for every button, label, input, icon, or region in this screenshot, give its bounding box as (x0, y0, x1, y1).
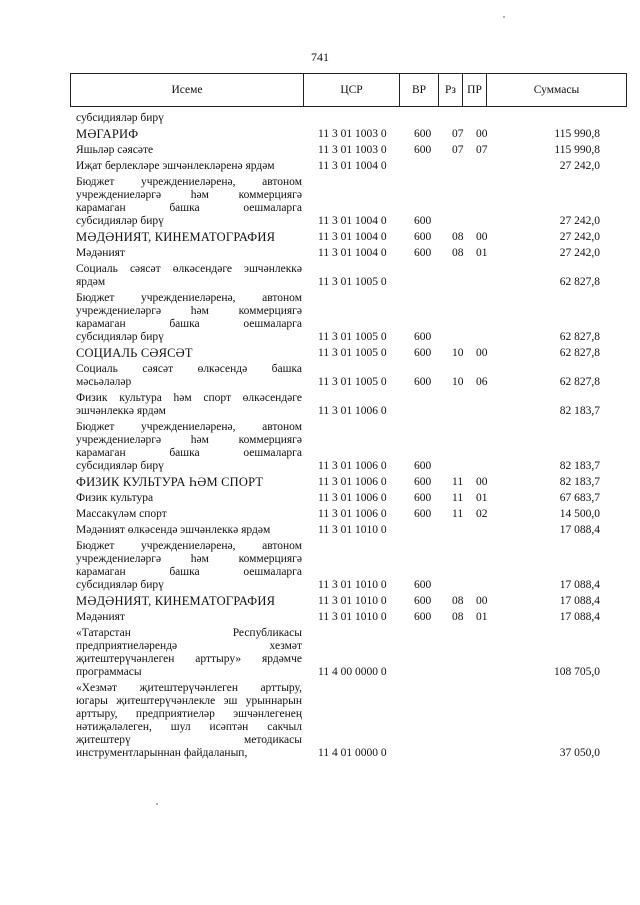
row-rz: 08 (452, 595, 464, 607)
row-pr: 00 (476, 347, 488, 359)
row-rz: 08 (452, 231, 464, 243)
row-csr: 11 3 01 1005 0 (318, 347, 387, 359)
row-name-line: Физик культура (76, 492, 154, 504)
row-pr: 01 (476, 492, 488, 504)
row-sum: 17 088,4 (559, 595, 600, 607)
row-csr: 11 3 01 1010 0 (318, 579, 387, 591)
row-rz: 10 (452, 347, 464, 359)
row-name (76, 263, 302, 289)
row-pr: 07 (476, 144, 488, 156)
header-sum: Суммасы (487, 74, 627, 107)
scan-speck (503, 16, 505, 18)
row-csr: 11 3 01 1003 0 (318, 128, 387, 140)
row-name (76, 347, 302, 360)
row-rz: 08 (452, 611, 464, 623)
row-vr: 600 (414, 376, 432, 388)
row-pr: 00 (476, 476, 488, 488)
row-name-line: «Хезмәт җитештерүчәнлеген арттыру, (76, 682, 302, 694)
row-name-line: СОЦИАЛЬ СӘЯСӘТ (76, 346, 193, 360)
row-csr: 11 3 01 1006 0 (318, 476, 387, 488)
row-name-line: МӘДӘНИЯТ, КИНЕМАТОГРАФИЯ (76, 594, 276, 608)
row-pr: 01 (476, 247, 488, 259)
row-csr: 11 3 01 1006 0 (318, 460, 387, 472)
row-vr: 600 (414, 231, 432, 243)
row-pr: 01 (476, 611, 488, 623)
page-number: 741 (311, 50, 329, 64)
row-csr: 11 3 01 1006 0 (318, 405, 387, 417)
row-name-line: карамаган башка оешмаларга (76, 447, 302, 459)
row-vr: 600 (414, 460, 432, 472)
row-name (76, 421, 302, 473)
row-pr: 00 (476, 128, 488, 140)
row-rz: 10 (452, 376, 464, 388)
row-name-line: Мәдәният өлкәсендә эшчәнлеккә ярдәм (76, 524, 271, 536)
row-name-line: Бюджет учреждениеләренә, автоном (76, 292, 302, 304)
row-name (76, 524, 302, 537)
row-name-line: Яшьләр сәясәте (76, 144, 154, 156)
row-name-line: МӘГАРИФ (76, 127, 139, 141)
row-name-line: Физик культура һәм спорт өлкәсендәге (76, 392, 302, 404)
row-name (76, 627, 302, 679)
row-name-line: ярдәм (76, 276, 106, 288)
row-pr: 00 (476, 231, 488, 243)
row-csr: 11 3 01 1010 0 (318, 611, 387, 623)
row-name (76, 292, 302, 344)
row-csr: 11 3 01 1004 0 (318, 247, 387, 259)
row-pr: 02 (476, 508, 488, 520)
row-name (76, 508, 302, 521)
row-name (76, 160, 302, 173)
row-csr: 11 3 01 1005 0 (318, 331, 387, 343)
row-name (76, 492, 302, 505)
row-name (76, 112, 302, 125)
row-vr: 600 (414, 347, 432, 359)
row-name-line: Бюджет учреждениеләренә, автоном (76, 176, 302, 188)
row-csr: 11 3 01 1004 0 (318, 160, 387, 172)
row-csr: 11 3 01 1005 0 (318, 376, 387, 388)
row-sum: 115 990,8 (554, 128, 600, 140)
row-name (76, 176, 302, 228)
row-name-line: югары җитештерүчәнлекле эш урыннарын (76, 695, 302, 707)
row-name (76, 476, 302, 489)
row-name-line: Бюджет учреждениеләренә, автоном (76, 540, 302, 552)
row-name-line: субсидияләр бирү (76, 460, 164, 472)
row-name (76, 231, 302, 244)
header-csr: ЦСР (304, 74, 400, 107)
row-name-line: Иҗат берлекләре эшчәнлекләренә ярдәм (76, 160, 275, 172)
row-name-line: Мәдәният (76, 611, 125, 623)
row-name-line: программасы (76, 666, 142, 678)
row-sum: 17 088,4 (559, 579, 600, 591)
row-name-line: учреждениеләргә һәм коммерциягә (76, 553, 302, 565)
row-sum: 82 183,7 (559, 405, 600, 417)
row-name-line: инструментларыннан файдаланып, (76, 747, 248, 759)
row-pr: 06 (476, 376, 488, 388)
row-name-line: арттыру, предприятиеләр эшчәнлегенең (76, 708, 302, 720)
row-vr: 600 (414, 595, 432, 607)
row-sum: 62 827,8 (559, 276, 600, 288)
row-name-line: Массакүләм спорт (76, 508, 167, 520)
row-name-line: субсидияләр бирү (76, 331, 164, 343)
row-sum: 62 827,8 (559, 347, 600, 359)
row-name-line: Мәдәният (76, 247, 125, 259)
row-sum: 82 183,7 (559, 460, 600, 472)
row-pr: 00 (476, 595, 488, 607)
row-name (76, 595, 302, 608)
row-csr: 11 3 01 1003 0 (318, 144, 387, 156)
row-name (76, 144, 302, 157)
row-name-line: Социаль сәясәт өлкәсендәге эшчәнлеккә (76, 263, 302, 275)
row-name-line: «Татарстан Республикасы (76, 627, 302, 639)
row-csr: 11 3 01 1010 0 (318, 595, 387, 607)
row-rz: 11 (452, 492, 464, 504)
row-name-line: учреждениеләргә һәм коммерциягә (76, 189, 302, 201)
row-name (76, 247, 302, 260)
row-vr: 600 (414, 247, 432, 259)
row-name (76, 128, 302, 141)
row-vr: 600 (414, 579, 432, 591)
row-sum: 82 183,7 (559, 476, 600, 488)
row-name-line: нәтиҗәләлеген, шул исәптән сакчыл (76, 721, 302, 733)
row-rz: 08 (452, 247, 464, 259)
row-sum: 27 242,0 (559, 215, 600, 227)
row-sum: 62 827,8 (559, 331, 600, 343)
row-sum: 62 827,8 (559, 376, 600, 388)
row-name (76, 363, 302, 389)
row-name-line: учреждениеләргә һәм коммерциягә (76, 305, 302, 317)
row-vr: 600 (414, 492, 432, 504)
row-name-line: карамаган башка оешмаларга (76, 318, 302, 330)
row-name (76, 682, 302, 760)
row-rz: 07 (452, 128, 464, 140)
row-vr: 600 (414, 476, 432, 488)
row-vr: 600 (414, 215, 432, 227)
row-vr: 600 (414, 128, 432, 140)
row-sum: 67 683,7 (559, 492, 600, 504)
row-name-line: Бюджет учреждениеләренә, автоном (76, 421, 302, 433)
row-csr: 11 3 01 1006 0 (318, 492, 387, 504)
row-rz: 07 (452, 144, 464, 156)
row-name-line: карамаган башка оешмаларга (76, 566, 302, 578)
row-name (76, 392, 302, 418)
row-name-line: Социаль сәясәт өлкәсендә башка (76, 363, 302, 375)
row-csr: 11 3 01 1010 0 (318, 524, 387, 536)
row-name-line: субсидияләр бирү (76, 112, 164, 124)
row-name (76, 611, 302, 624)
row-sum: 27 242,0 (559, 231, 600, 243)
header-name: Исеме (71, 74, 304, 107)
row-csr: 11 3 01 1004 0 (318, 215, 387, 227)
row-sum: 108 705,0 (554, 666, 600, 678)
header-vr: ВР (400, 74, 439, 107)
row-name-line: карамаган башка оешмаларга (76, 202, 302, 214)
row-sum: 115 990,8 (554, 144, 600, 156)
row-rz: 11 (452, 476, 464, 488)
header-rz: Рз (439, 74, 463, 107)
scan-speck (156, 803, 158, 805)
row-vr: 600 (414, 611, 432, 623)
row-sum: 17 088,4 (559, 611, 600, 623)
row-sum: 27 242,0 (559, 247, 600, 259)
row-rz: 11 (452, 508, 464, 520)
row-name-line: җитештерүчәнлеген арттыру» ярдәмче (76, 653, 302, 665)
row-vr: 600 (414, 508, 432, 520)
row-name-line: җитештерү методикасы (76, 734, 302, 746)
row-name-line: субсидияләр бирү (76, 579, 164, 591)
row-sum: 17 088,4 (559, 524, 600, 536)
row-name-line: ФИЗИК КУЛЬТУРА ҺӘМ СПОРТ (76, 475, 264, 489)
row-csr: 11 3 01 1006 0 (318, 508, 387, 520)
row-csr: 11 3 01 1004 0 (318, 231, 387, 243)
row-name-line: МӘДӘНИЯТ, КИНЕМАТОГРАФИЯ (76, 230, 276, 244)
row-vr: 600 (414, 144, 432, 156)
row-csr: 11 3 01 1005 0 (318, 276, 387, 288)
row-name-line: субсидияләр бирү (76, 215, 164, 227)
row-sum: 37 050,0 (559, 747, 600, 759)
row-name-line: мәсьәләләр (76, 376, 132, 388)
row-sum: 14 500,0 (559, 508, 600, 520)
row-name-line: учреждениеләргә һәм коммерциягә (76, 434, 302, 446)
row-name-line: предприятиеләрендә хезмәт (76, 640, 302, 652)
row-csr: 11 4 01 0000 0 (318, 747, 387, 759)
header-pr: ПР (463, 74, 487, 107)
row-sum: 27 242,0 (559, 160, 600, 172)
row-name-line: эшчәнлеккә ярдәм (76, 405, 166, 417)
row-name (76, 540, 302, 592)
row-csr: 11 4 00 0000 0 (318, 666, 387, 678)
row-vr: 600 (414, 331, 432, 343)
